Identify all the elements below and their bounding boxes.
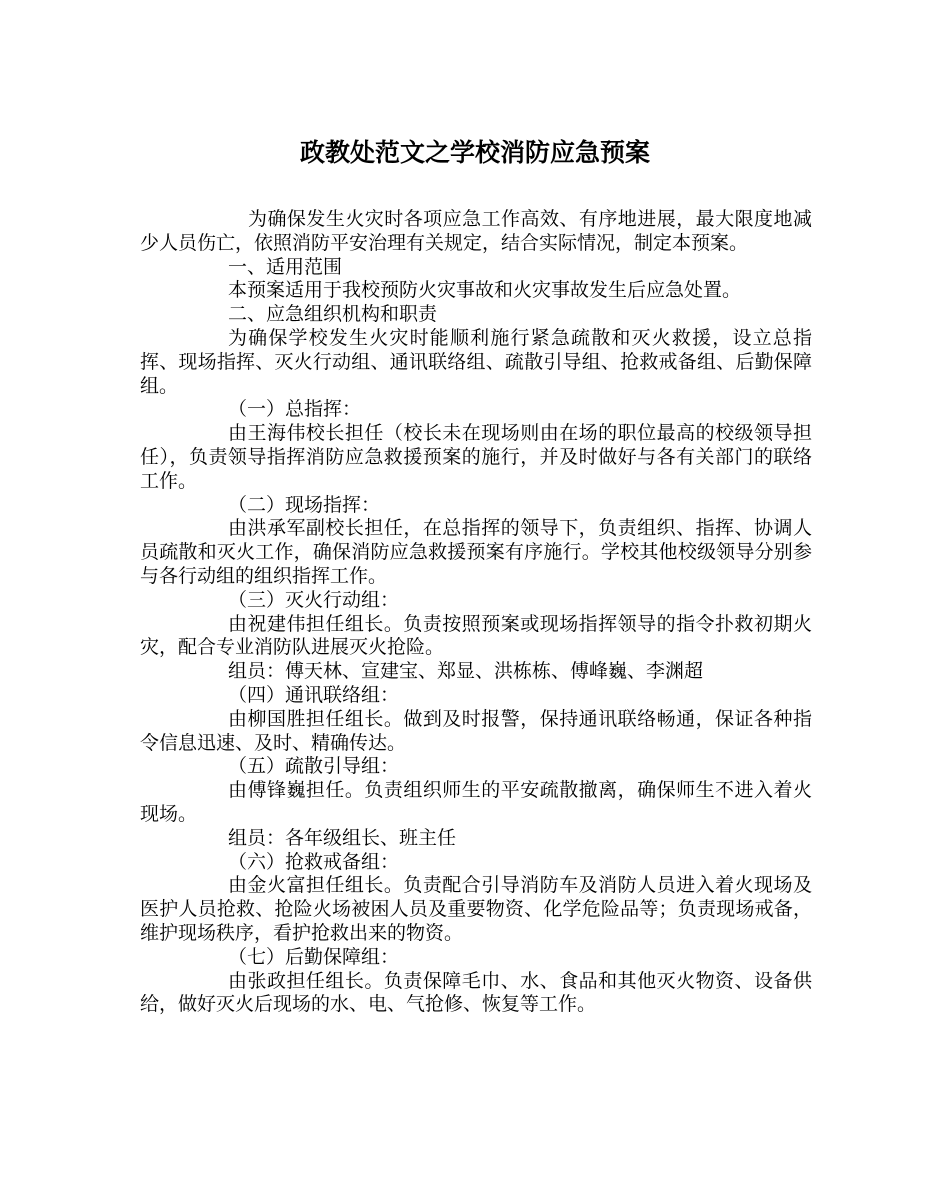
paragraph: 组员：傅天林、宣建宝、郑显、洪栋栋、傅峰巍、李渊超 — [228, 660, 704, 683]
paragraph: 由洪承军副校长担任，在总指挥的领导下，负责组织、指挥、协调人员疏散和灭火工作，确保消防应急救援预案有序施行。学校其他校级领导分别参与各行动组的组织指挥工作。 — [140, 517, 812, 587]
section-heading: （二）现场指挥： — [228, 493, 381, 516]
paragraph: 本预案适用于我校预防火灾事故和火灾事故发生后应急处置。 — [228, 279, 742, 302]
paragraph: 由张政担任组长。负责保障毛巾、水、食品和其他灭火物资、设备供给，做好灭火后现场的水、电、气抢修、恢复等工作。 — [140, 969, 812, 1016]
paragraph: 由金火富担任组长。负责配合引导消防车及消防人员进入着火现场及医护人员抢救、抢险火场被困人员及重要物资、化学危险品等；负责现场戒备，维护现场秩序，看护抢救出来的物资。 — [140, 874, 812, 944]
section-heading: （六）抢救戒备组： — [228, 850, 400, 873]
document-body — [140, 208, 812, 1017]
section-heading: （七）后勤保障组： — [228, 945, 400, 968]
paragraph: 组员：各年级组长、班主任 — [228, 826, 457, 849]
paragraph: 为确保发生火灾时各项应急工作高效、有序地进展，最大限度地减少人员伤亡，依照消防平安治理有关规定，结合实际情况，制定本预案。 — [140, 208, 812, 254]
section-heading: （三）灭火行动组： — [228, 588, 400, 611]
section-heading: 二、应急组织机构和职责 — [228, 303, 438, 326]
section-heading: （一）总指挥： — [228, 398, 362, 421]
document-title: 政教处范文之学校消防应急预案 — [299, 138, 650, 167]
paragraph: 由傅锋巍担任。负责组织师生的平安疏散撤离，确保师生不进入着火现场。 — [140, 779, 812, 825]
paragraph: 由祝建伟担任组长。负责按照预案或现场指挥领导的指令扑救初期火灾，配合专业消防队进展灭火抢险。 — [140, 612, 812, 659]
section-heading: （五）疏散引导组： — [228, 755, 400, 778]
paragraph: 为确保学校发生火灾时能顺利施行紧急疏散和灭火救援，设立总指挥、现场指挥、灭火行动组、通讯联络组、疏散引导组、抢救戒备组、后勤保障组。 — [140, 326, 812, 397]
paragraph: 由王海伟校长担任（校长未在现场则由在场的职位最高的校级领导担任），负责领导指挥消防应急救援预案的施行，并及时做好与各有关部门的联络工作。 — [140, 422, 812, 492]
section-heading: 一、适用范围 — [228, 255, 343, 278]
paragraph: 由柳国胜担任组长。做到及时报警，保持通讯联络畅通，保证各种指令信息迅速、及时、精确传达。 — [140, 707, 812, 754]
section-heading: （四）通讯联络组： — [228, 683, 400, 706]
